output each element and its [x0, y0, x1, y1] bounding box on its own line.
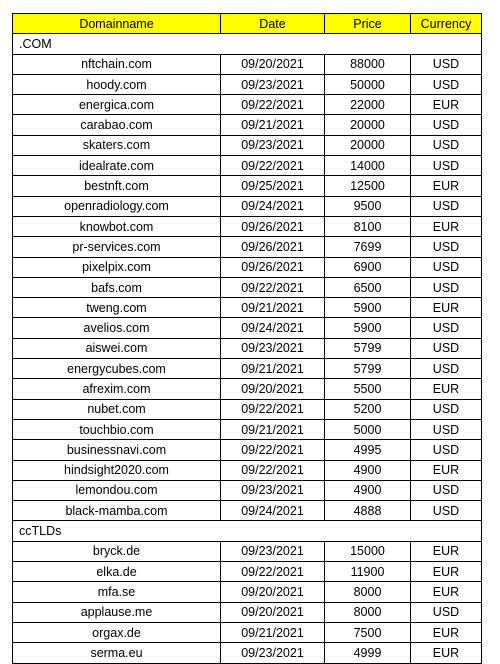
currency-cell: EUR [411, 582, 482, 602]
date-cell: 09/23/2021 [221, 541, 325, 561]
currency-cell: USD [411, 602, 482, 622]
table-row [13, 359, 482, 379]
currency-cell: EUR [411, 176, 482, 196]
domain-cell: elka.de [13, 562, 221, 582]
price-cell: 4999 [325, 643, 411, 663]
currency-cell: EUR [411, 541, 482, 561]
currency-cell: USD [411, 419, 482, 439]
section-label: .COM [13, 34, 482, 54]
date-cell: 09/26/2021 [221, 216, 325, 236]
domain-cell: skaters.com [13, 135, 221, 155]
table-row [13, 196, 482, 216]
section-label: ccTLDs [13, 521, 482, 541]
date-cell: 09/20/2021 [221, 602, 325, 622]
date-cell: 09/20/2021 [221, 582, 325, 602]
price-cell: 5900 [325, 318, 411, 338]
domain-cell: pr-services.com [13, 237, 221, 257]
currency-cell: USD [411, 54, 482, 74]
domain-cell: pixelpix.com [13, 257, 221, 277]
price-cell: 8000 [325, 582, 411, 602]
price-cell: 5799 [325, 338, 411, 358]
table-row [13, 419, 482, 439]
table-row [13, 135, 482, 155]
price-cell: 6500 [325, 277, 411, 297]
domain-cell: carabao.com [13, 115, 221, 135]
currency-cell: USD [411, 359, 482, 379]
currency-cell: EUR [411, 216, 482, 236]
currency-cell: USD [411, 237, 482, 257]
date-cell: 09/24/2021 [221, 501, 325, 521]
domain-cell: energycubes.com [13, 359, 221, 379]
domain-cell: avelios.com [13, 318, 221, 338]
price-cell: 7699 [325, 237, 411, 257]
table-row [13, 298, 482, 318]
header-row [13, 14, 482, 34]
domain-cell: hindsight2020.com [13, 460, 221, 480]
price-cell: 5900 [325, 298, 411, 318]
column-header-date: Date [221, 14, 325, 34]
table-row [13, 74, 482, 94]
domain-cell: orgax.de [13, 622, 221, 642]
currency-cell: EUR [411, 95, 482, 115]
domain-cell: hoody.com [13, 74, 221, 94]
price-cell: 5799 [325, 359, 411, 379]
date-cell: 09/26/2021 [221, 237, 325, 257]
domain-cell: tweng.com [13, 298, 221, 318]
currency-cell: USD [411, 196, 482, 216]
price-cell: 15000 [325, 541, 411, 561]
currency-cell: USD [411, 318, 482, 338]
table-row [13, 216, 482, 236]
currency-cell: USD [411, 501, 482, 521]
domain-cell: businessnavi.com [13, 440, 221, 460]
section-header-row [13, 34, 482, 54]
price-cell: 5200 [325, 399, 411, 419]
table-row [13, 156, 482, 176]
price-cell: 11900 [325, 562, 411, 582]
table-row [13, 399, 482, 419]
date-cell: 09/22/2021 [221, 399, 325, 419]
table-row [13, 318, 482, 338]
date-cell: 09/20/2021 [221, 379, 325, 399]
table-row [13, 501, 482, 521]
currency-cell: USD [411, 257, 482, 277]
price-cell: 20000 [325, 135, 411, 155]
domain-cell: serma.eu [13, 643, 221, 663]
price-cell: 20000 [325, 115, 411, 135]
currency-cell: EUR [411, 298, 482, 318]
domain-cell: bestnft.com [13, 176, 221, 196]
currency-cell: USD [411, 74, 482, 94]
currency-cell: USD [411, 440, 482, 460]
table-row [13, 602, 482, 622]
table-row [13, 54, 482, 74]
domain-cell: black-mamba.com [13, 501, 221, 521]
price-cell: 7500 [325, 622, 411, 642]
price-cell: 5000 [325, 419, 411, 439]
price-cell: 5500 [325, 379, 411, 399]
price-cell: 88000 [325, 54, 411, 74]
domain-cell: knowbot.com [13, 216, 221, 236]
price-cell: 14000 [325, 156, 411, 176]
domain-cell: idealrate.com [13, 156, 221, 176]
table-row [13, 622, 482, 642]
table-row [13, 541, 482, 561]
date-cell: 09/22/2021 [221, 277, 325, 297]
table-row [13, 115, 482, 135]
domain-cell: aiswei.com [13, 338, 221, 358]
domain-cell: nubet.com [13, 399, 221, 419]
date-cell: 09/25/2021 [221, 176, 325, 196]
table-row [13, 460, 482, 480]
table-row [13, 277, 482, 297]
currency-cell: USD [411, 156, 482, 176]
domain-sales-table [12, 13, 482, 664]
table-row [13, 176, 482, 196]
date-cell: 09/21/2021 [221, 115, 325, 135]
domain-cell: energica.com [13, 95, 221, 115]
date-cell: 09/26/2021 [221, 257, 325, 277]
date-cell: 09/22/2021 [221, 156, 325, 176]
price-cell: 8100 [325, 216, 411, 236]
table-row [13, 237, 482, 257]
date-cell: 09/24/2021 [221, 196, 325, 216]
table-row [13, 480, 482, 500]
domain-cell: nftchain.com [13, 54, 221, 74]
currency-cell: EUR [411, 460, 482, 480]
price-cell: 4888 [325, 501, 411, 521]
table-row [13, 582, 482, 602]
currency-cell: USD [411, 338, 482, 358]
date-cell: 09/22/2021 [221, 562, 325, 582]
domain-cell: applause.me [13, 602, 221, 622]
date-cell: 09/22/2021 [221, 95, 325, 115]
currency-cell: EUR [411, 622, 482, 642]
price-cell: 8000 [325, 602, 411, 622]
domain-cell: openradiology.com [13, 196, 221, 216]
domain-cell: mfa.se [13, 582, 221, 602]
date-cell: 09/22/2021 [221, 460, 325, 480]
date-cell: 09/23/2021 [221, 74, 325, 94]
currency-cell: EUR [411, 643, 482, 663]
domain-cell: bafs.com [13, 277, 221, 297]
table-row [13, 379, 482, 399]
domain-cell: bryck.de [13, 541, 221, 561]
currency-cell: USD [411, 480, 482, 500]
table-row [13, 95, 482, 115]
column-header-price: Price [325, 14, 411, 34]
date-cell: 09/21/2021 [221, 419, 325, 439]
price-cell: 22000 [325, 95, 411, 115]
column-header-domainname: Domainname [13, 14, 221, 34]
table-row [13, 257, 482, 277]
date-cell: 09/23/2021 [221, 643, 325, 663]
table-row [13, 338, 482, 358]
table-row [13, 562, 482, 582]
table-body [13, 34, 482, 663]
date-cell: 09/21/2021 [221, 359, 325, 379]
price-cell: 4900 [325, 480, 411, 500]
domain-cell: lemondou.com [13, 480, 221, 500]
date-cell: 09/20/2021 [221, 54, 325, 74]
currency-cell: USD [411, 277, 482, 297]
date-cell: 09/22/2021 [221, 440, 325, 460]
table-row [13, 440, 482, 460]
currency-cell: EUR [411, 562, 482, 582]
date-cell: 09/24/2021 [221, 318, 325, 338]
domain-cell: afrexim.com [13, 379, 221, 399]
price-cell: 50000 [325, 74, 411, 94]
domain-cell: touchbio.com [13, 419, 221, 439]
currency-cell: USD [411, 115, 482, 135]
price-cell: 6900 [325, 257, 411, 277]
price-cell: 9500 [325, 196, 411, 216]
column-header-currency: Currency [411, 14, 482, 34]
date-cell: 09/21/2021 [221, 622, 325, 642]
price-cell: 4995 [325, 440, 411, 460]
date-cell: 09/23/2021 [221, 135, 325, 155]
date-cell: 09/21/2021 [221, 298, 325, 318]
date-cell: 09/23/2021 [221, 480, 325, 500]
section-header-row [13, 521, 482, 541]
currency-cell: USD [411, 135, 482, 155]
date-cell: 09/23/2021 [221, 338, 325, 358]
currency-cell: EUR [411, 379, 482, 399]
price-cell: 12500 [325, 176, 411, 196]
currency-cell: USD [411, 399, 482, 419]
price-cell: 4900 [325, 460, 411, 480]
